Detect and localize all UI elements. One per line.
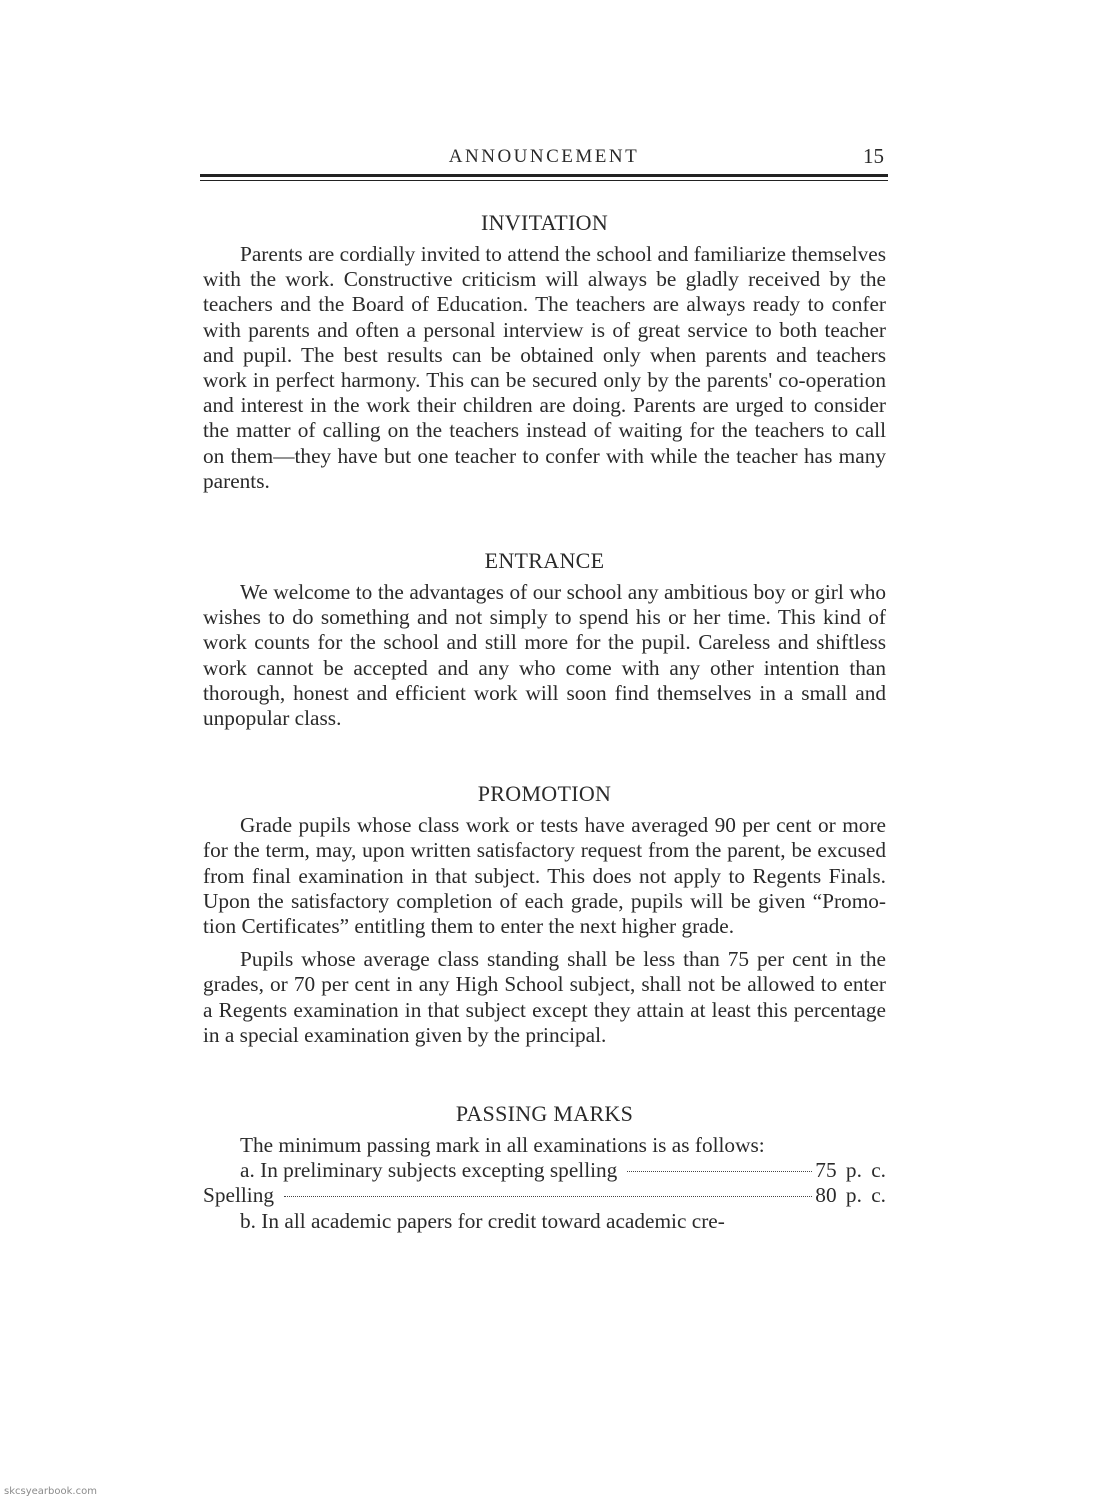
section-heading: PASSING MARKS <box>455 1101 634 1127</box>
paragraph: Grade pupils whose class work or tests have averaged 90 per cent or more for the term, may, upon written satisfactory request from the parent, be excused from final examination in that subject. This does not apply to Regents Finals. Upon the satisfactory completion of each grade, pupils will be given “Promotion Certificates” entitling them to enter the next higher grade. <box>203 813 886 939</box>
page-number: 15 <box>863 144 884 168</box>
page-body <box>203 208 886 1284</box>
watermark: skcsyearbook.com <box>4 1486 97 1497</box>
mark-value: 75 p. c. <box>815 1158 886 1183</box>
passing-mark-row-preliminary <box>203 1158 886 1183</box>
section-passing-marks <box>203 1099 886 1234</box>
mark-label: a. In preliminary subjects excepting spelling <box>240 1158 618 1183</box>
paragraph: b. In all academic papers for credit toward academic cre- <box>240 1208 725 1233</box>
mark-label: Spelling <box>203 1183 274 1208</box>
header-double-rule <box>200 174 888 184</box>
mark-value: 80 p. c. <box>815 1183 886 1208</box>
passing-marks-intro: The minimum passing mark in all examinations is as follows: <box>240 1133 765 1158</box>
dot-leader <box>627 1171 812 1172</box>
section-promotion <box>203 779 886 1048</box>
section-heading: INVITATION <box>480 210 609 235</box>
section-entrance <box>203 546 886 731</box>
header-rule-thick <box>200 174 888 177</box>
running-header <box>200 144 888 172</box>
section-heading: PROMOTION <box>477 781 612 807</box>
paragraph: Pupils whose average class standing shall be less than 75 per cent in the grades, or 70 per cent in any High School subject, shall not be allowed to enter a Regents examination in that subject except they attain at least this percentage in a special examination given by the principal. <box>203 947 886 1047</box>
paragraph: Parents are cordially invited to attend the school and familiarize themselves with the work. Constructive criticism will always be gladly received by the teachers and the Board of Education. The teachers are always ready to confer with parents and often a personal interview is of great service to both teacher and pupil. The best results can be obtained only when parents and teachers work in perfect harmony. This can be secured only by the parents' co-operation and interest in the work their children are doing. Parents are urged to consider the matter of calling on the teachers instead of waiting for the teachers to call on them—they have but one teacher to confer with while the teacher has many parents. <box>203 242 886 493</box>
section-heading: ENTRANCE <box>484 548 605 574</box>
running-title: ANNOUNCEMENT <box>448 146 640 167</box>
paragraph: We welcome to the advantages of our school any ambitious boy or girl who wishes to do something and not simply to spend his or her time. This kind of work counts for the school and still more for the pupil. Careless and shiftless work cannot be accepted and any who come with any other intention than thorough, honest and efficient work will soon find themselves in a small and unpopular class. <box>203 580 886 731</box>
passing-mark-row-spelling <box>203 1183 886 1208</box>
header-rule-thin <box>200 180 888 181</box>
section-invitation <box>203 208 886 494</box>
dot-leader <box>284 1196 812 1197</box>
